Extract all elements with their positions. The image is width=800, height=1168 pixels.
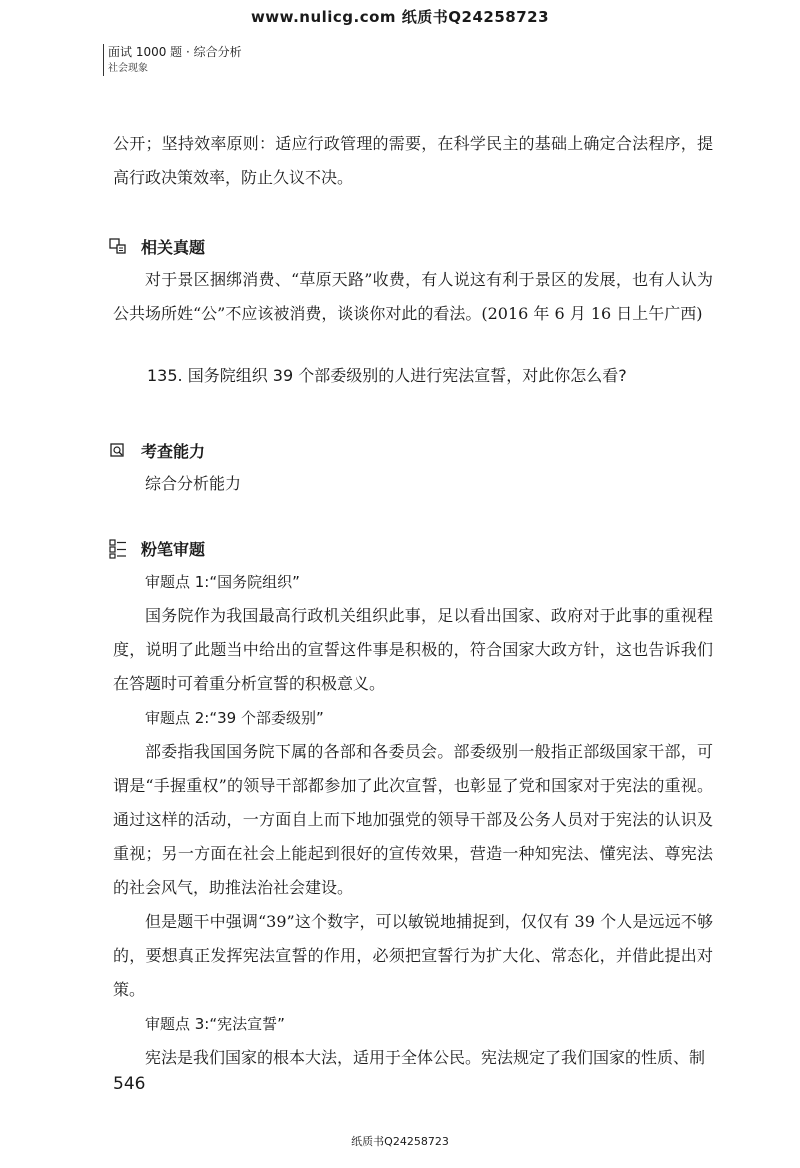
watermark-top: www.nulicg.com 纸质书Q24258723 (250, 8, 550, 26)
section-ability-title: 考查能力 (141, 441, 206, 461)
section-related-title: 相关真题 (141, 237, 206, 257)
analysis-paragraph-4: 宪法是我们国家的根本大法，适用于全体公民。宪法规定了我们国家的性质、制 (145, 1048, 706, 1067)
question-title: 135. 国务院组织 39 个部委级别的人进行宪法宣誓，对此你怎么看? (147, 366, 627, 385)
page-number: 546 (113, 1074, 146, 1094)
analysis-paragraph-2: 部委指我国国务院下属的各部和各委员会。部委级别一般指正部级国家干部，可谓是“手握重权”的领导干部都参加了此次宣誓，也彰显了党和国家对于宪法的重视。通过这样的活动，一方面自上而下地加强党的领导干部及公务人员对于宪法的认识及重视；另一方面在社会上能起到很好的宣传效果，营造一种知宪法、懂宪法、尊宪法的社会风气，助推法治社会建设。 (113, 742, 713, 897)
analysis-point-3: 审题点 3:“宪法宣誓” (145, 1015, 285, 1033)
analysis-paragraph-3: 但是题干中强调“39”这个数字，可以敏锐地捕捉到，仅仅有 39 个人是远远不够的，要想真正发挥宪法宣誓的作用，必须把宣誓行为扩大化、常态化，并借此提出对策。 (113, 912, 713, 999)
page-content (113, 127, 713, 1075)
analysis-point-1: 审题点 1:“国务院组织” (145, 573, 300, 591)
section-analysis-title: 粉笔审题 (141, 539, 206, 559)
section-ability-header (113, 433, 713, 467)
header-title: 面试 1000 题 · 综合分析 (108, 45, 242, 59)
document-section-icon (109, 237, 127, 255)
header-subtitle: 社会现象 (108, 63, 148, 74)
related-question-text: 对于景区捆绑消费、“草原天路”收费，有人说这有利于景区的发展，也有人认为公共场所姓“公”不应该被消费，谈谈你对此的看法。(2016 年 6 月 16 日上午广西) (113, 270, 713, 323)
analysis-paragraph-1: 国务院作为我国最高行政机关组织此事，足以看出国家、政府对于此事的重视程度，说明了此题当中给出的宣誓这件事是积极的，符合国家大政方针，这也告诉我们在答题时可着重分析宣誓的积极意义。 (113, 606, 713, 693)
intro-paragraph: 公开；坚持效率原则：适应行政管理的需要，在科学民主的基础上确定合法程序，提高行政决策效率，防止久议不决。 (113, 134, 713, 187)
section-related-header (113, 229, 713, 263)
section-analysis-header (113, 531, 713, 565)
analysis-point-2: 审题点 2:“39 个部委级别” (145, 709, 324, 727)
running-header (103, 44, 242, 76)
magnifier-section-icon (109, 441, 127, 459)
ability-text: 综合分析能力 (145, 474, 242, 493)
list-section-icon (109, 539, 127, 557)
watermark-bottom: 纸质书Q24258723 (351, 1135, 449, 1148)
